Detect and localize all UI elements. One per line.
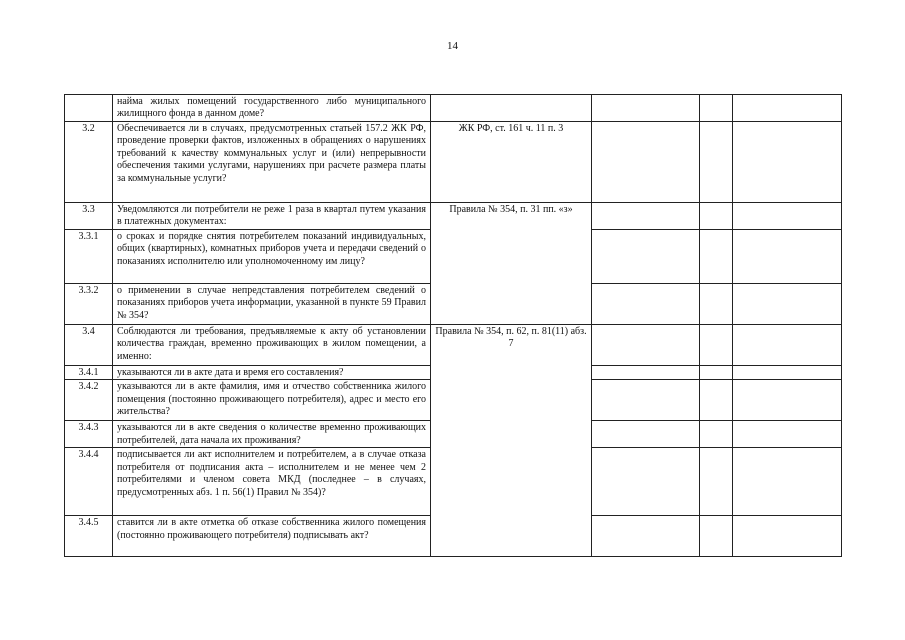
answer-cell-na[interactable] (733, 122, 842, 203)
answer-cell-no[interactable] (700, 325, 733, 366)
item-number: 3.3.1 (65, 230, 113, 284)
question-text: ставится ли в акте отметка об отказе собственника жилого помещения (постоянно проживающего потребителя) подписывать акт? (113, 516, 431, 557)
table-row (65, 203, 842, 230)
answer-cell-yes[interactable] (592, 122, 700, 203)
question-text: Соблюдаются ли требования, предъявляемые к акту об установлении количества граждан, временно проживающих в жилом помещении, а именно: (113, 325, 431, 366)
answer-cell-no[interactable] (700, 122, 733, 203)
question-text: о применении в случае непредставления потребителем сведений о показаниях приборов учета информации, указанной в пункте 59 Правил № 354? (113, 284, 431, 325)
answer-cell-yes[interactable] (592, 380, 700, 421)
answer-cell-na[interactable] (733, 448, 842, 516)
answer-cell-yes[interactable] (592, 366, 700, 380)
item-number: 3.3.2 (65, 284, 113, 325)
legal-reference (431, 95, 592, 122)
table-row (65, 122, 842, 203)
legal-reference: Правила № 354, п. 31 пп. «з» (431, 203, 592, 325)
answer-cell-na[interactable] (733, 230, 842, 284)
answer-cell-yes[interactable] (592, 516, 700, 557)
page-number: 14 (447, 40, 458, 52)
answer-cell-yes[interactable] (592, 95, 700, 122)
answer-cell-no[interactable] (700, 421, 733, 448)
answer-cell-na[interactable] (733, 203, 842, 230)
item-number: 3.4.4 (65, 448, 113, 516)
item-number: 3.4 (65, 325, 113, 366)
answer-cell-no[interactable] (700, 366, 733, 380)
answer-cell-yes[interactable] (592, 230, 700, 284)
answer-cell-na[interactable] (733, 380, 842, 421)
legal-reference: Правила № 354, п. 62, п. 81(11) абз. 7 (431, 325, 592, 557)
table-row (65, 325, 842, 366)
item-number: 3.4.5 (65, 516, 113, 557)
answer-cell-no[interactable] (700, 284, 733, 325)
question-text: о сроках и порядке снятия потребителем показаний индивидуальных, общих (квартирных), комнатных приборов учета и передачи сведений о показаниях исполнителю или уполномоченному им лицу? (113, 230, 431, 284)
answer-cell-na[interactable] (733, 284, 842, 325)
answer-cell-no[interactable] (700, 230, 733, 284)
question-text: найма жилых помещений государственного либо муниципального жилищного фонда в данном доме? (113, 95, 431, 122)
question-text: указываются ли в акте дата и время его составления? (113, 366, 431, 380)
answer-cell-yes[interactable] (592, 421, 700, 448)
item-number: 3.4.3 (65, 421, 113, 448)
answer-cell-yes[interactable] (592, 325, 700, 366)
answer-cell-no[interactable] (700, 516, 733, 557)
item-number: 3.2 (65, 122, 113, 203)
answer-cell-na[interactable] (733, 95, 842, 122)
item-number (65, 95, 113, 122)
answer-cell-na[interactable] (733, 516, 842, 557)
answer-cell-no[interactable] (700, 448, 733, 516)
question-text: указываются ли в акте фамилия, имя и отчество собственника жилого помещения (постоянно проживающего потребителя), адрес и место его жительства? (113, 380, 431, 421)
question-text: Обеспечивается ли в случаях, предусмотренных статьей 157.2 ЖК РФ, проведение проверки фактов, изложенных в обращениях о нарушениях требований к качеству коммунальных услуг и (или) непрерывности обеспечения такими услугами, нарушениях при расчете размера платы за коммунальные услуги? (113, 122, 431, 203)
legal-reference: ЖК РФ, ст. 161 ч. 11 п. 3 (431, 122, 592, 203)
answer-cell-yes[interactable] (592, 203, 700, 230)
table-row (65, 95, 842, 122)
answer-cell-no[interactable] (700, 95, 733, 122)
answer-cell-no[interactable] (700, 203, 733, 230)
answer-cell-na[interactable] (733, 325, 842, 366)
checklist-table (64, 94, 842, 557)
question-text: указываются ли в акте сведения о количестве временно проживающих потребителей, дата начала их проживания? (113, 421, 431, 448)
item-number: 3.4.1 (65, 366, 113, 380)
answer-cell-na[interactable] (733, 421, 842, 448)
question-text: Уведомляются ли потребители не реже 1 раза в квартал путем указания в платежных документах: (113, 203, 431, 230)
question-text: подписывается ли акт исполнителем и потребителем, а в случае отказа потребителя от подписания акта – исполнителем и не менее чем 2 потребителями и членом совета МКД (последнее – в случаях, предусмотренных абз. 1 п. 56(1) Правил № 354)? (113, 448, 431, 516)
answer-cell-no[interactable] (700, 380, 733, 421)
answer-cell-na[interactable] (733, 366, 842, 380)
item-number: 3.3 (65, 203, 113, 230)
answer-cell-yes[interactable] (592, 284, 700, 325)
answer-cell-yes[interactable] (592, 448, 700, 516)
item-number: 3.4.2 (65, 380, 113, 421)
